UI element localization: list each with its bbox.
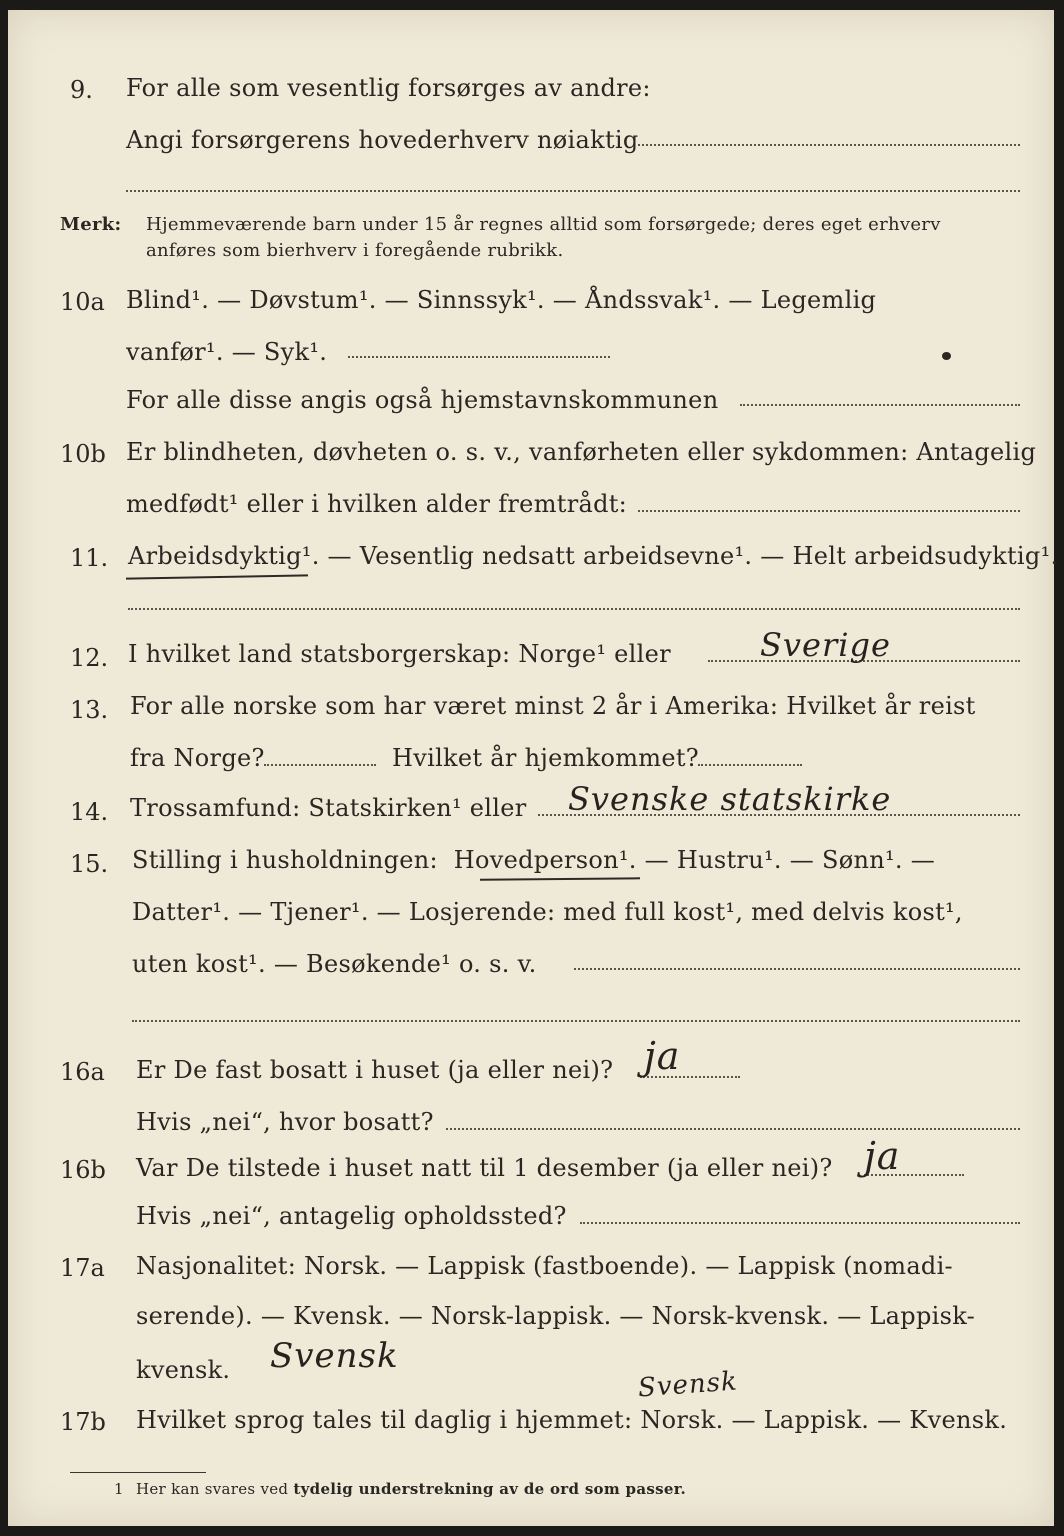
footnote-text-a: Her kan svares ved (136, 1480, 289, 1498)
q13-hjemkommet-line[interactable] (698, 764, 802, 766)
merk-line2: anføres som bierhverv i foregående rubrikk. (146, 240, 564, 261)
q10a-line3: For alle disse angis også hjemstavnskommunen (126, 386, 719, 414)
q10b-line2: medfødt¹ eller i hvilken alder fremtrådt: (126, 490, 628, 518)
footnote-text-b: tydelig understrekning av de ord som passer. (293, 1480, 687, 1498)
q15-line2: Datter¹. — Tjener¹. — Losjerende: med full kost¹, med delvis kost¹, (132, 898, 963, 926)
q11-handwritten-underline (126, 574, 308, 579)
q16b-number: 16b (60, 1156, 106, 1184)
footnote-text (136, 1480, 686, 1498)
q16a-handwritten-answer: ja (644, 1034, 681, 1078)
q10b-answer-line[interactable] (638, 510, 1020, 512)
q16b-line1: Var De tilstede i huset natt til 1 desember (ja eller nei)? (136, 1154, 833, 1182)
q12-text: I hvilket land statsborgerskap: Norge¹ eller (128, 640, 671, 668)
q11-arbeidsdyktig-sup: ¹ (301, 542, 312, 570)
q17a-line1: Nasjonalitet: Norsk. — Lappisk (fastboende). — Lappisk (nomadi- (136, 1252, 953, 1280)
q17b-text: Hvilket sprog tales til daglig i hjemmet: Norsk. — Lappisk. — Kvensk. (136, 1406, 1008, 1434)
q13-line2b: Hvilket år hjemkommet? (392, 744, 699, 772)
q11-answer-line[interactable] (128, 608, 1020, 610)
q10a-number: 10a (60, 288, 105, 316)
q15-hovedperson: Hovedperson (453, 846, 619, 874)
q12-number: 12. (70, 644, 109, 672)
census-form-page (8, 10, 1059, 1526)
q17b-handwritten-answer: Svensk (637, 1366, 739, 1404)
q16a-line1: Er De fast bosatt i huset (ja eller nei)? (136, 1056, 614, 1084)
q17b-number: 17b (60, 1408, 106, 1436)
q14-handwritten-answer: Svenske statskirke (568, 780, 892, 818)
q15-line3: uten kost¹. — Besøkende¹ o. s. v. (132, 950, 537, 978)
q15-handwritten-underline (480, 877, 640, 880)
q16b-handwritten-answer: ja (864, 1134, 901, 1178)
q11-rest: . — Vesentlig nedsatt arbeidsevne¹. — Helt arbeidsudyktig¹. (311, 542, 1059, 570)
q16b-opholdssted-line[interactable] (580, 1222, 1020, 1224)
merk-label: Merk: (60, 214, 122, 235)
q15-number: 15. (70, 850, 109, 878)
q16b-line2: Hvis „nei“, antagelig opholdssted? (136, 1202, 567, 1230)
q11-arbeidsdyktig: Arbeidsdyktig (128, 542, 302, 570)
q16a-bosatt-line[interactable] (446, 1128, 1020, 1130)
q12-handwritten-answer: Sverige (760, 626, 891, 664)
q15-answer-line-2[interactable] (132, 1020, 1020, 1022)
q15-line1a: Stilling i husholdningen: (132, 846, 438, 874)
q11-text (128, 542, 1058, 570)
q10b-line1: Er blindheten, døvheten o. s. v., vanførheten eller sykdommen: Antagelig (126, 438, 1037, 466)
q14-text: Trossamfund: Statskirken¹ eller (130, 794, 527, 822)
footnote-rule (70, 1472, 206, 1473)
q16a-line2: Hvis „nei“, hvor bosatt? (136, 1108, 434, 1136)
q13-reist-line[interactable] (264, 764, 376, 766)
q11-number: 11. (70, 544, 109, 572)
q9-answer-line-2[interactable] (126, 190, 1020, 192)
q10b-number: 10b (60, 440, 106, 468)
footnote-mark: 1 (114, 1480, 124, 1498)
q16a-number: 16a (60, 1058, 105, 1086)
q15-hovedperson-sup: ¹ (618, 846, 629, 874)
q15-line1 (132, 846, 935, 874)
q15-line1c: . — Hustru¹. — Sønn¹. — (628, 846, 936, 874)
q13-line1: For alle norske som har været minst 2 år i Amerika: Hvilket år reist (130, 692, 976, 720)
q9-number: 9. (70, 76, 93, 104)
q9-line1: For alle som vesentlig forsørges av andre: (126, 74, 651, 102)
q17a-line3: kvensk. (136, 1356, 231, 1384)
q10a-kommune-line[interactable] (740, 404, 1020, 406)
q9-answer-line[interactable] (638, 144, 1020, 146)
q14-number: 14. (70, 798, 109, 826)
q13-number: 13. (70, 696, 109, 724)
q10a-syk-line[interactable] (348, 356, 610, 358)
q17a-handwritten-answer: Svensk (270, 1336, 399, 1376)
ink-dot (942, 352, 951, 360)
q13-line2a: fra Norge? (130, 744, 265, 772)
q10a-line2: vanfør¹. — Syk¹. (126, 338, 328, 366)
q9-line2: Angi forsørgerens hovederhverv nøiaktig (126, 126, 639, 154)
q15-answer-line[interactable] (574, 968, 1020, 970)
q10a-line1: Blind¹. — Døvstum¹. — Sinnssyk¹. — Åndssvak¹. — Legemlig (126, 286, 877, 314)
q17a-line2: serende). — Kvensk. — Norsk-lappisk. — Norsk-kvensk. — Lappisk- (136, 1302, 976, 1330)
q17a-number: 17a (60, 1254, 105, 1282)
merk-line1: Hjemmeværende barn under 15 år regnes alltid som forsørgede; deres eget erhverv (146, 214, 941, 235)
